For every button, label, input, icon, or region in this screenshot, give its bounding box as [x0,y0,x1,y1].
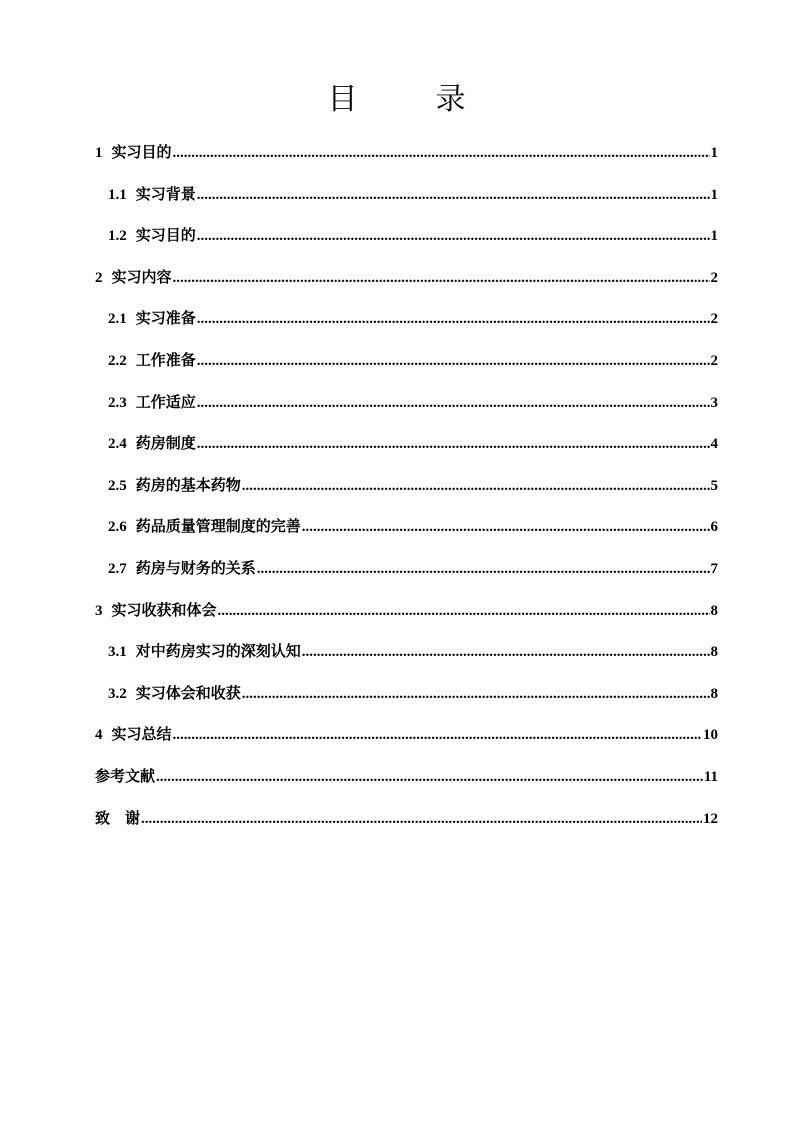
toc-entry-page-number: 8 [710,602,718,619]
toc-entry-number: 3 [95,602,103,619]
toc-entry-number: 2.6 [108,519,127,536]
toc-entry-page-number: 1 [710,228,718,245]
toc-leader-dots [242,681,710,707]
toc-leader-dots [302,514,710,540]
toc-entry-title [108,305,196,332]
toc-entry-number: 2.5 [108,477,127,494]
toc-entry-label: 参考文献 [95,766,156,785]
toc-entry-page-number: 8 [710,644,718,661]
toc-entry-page-number: 12 [703,810,718,827]
toc-entry-page-number: 7 [710,560,718,577]
toc-entry-number: 2.3 [108,394,127,411]
toc-entry[interactable] [95,347,718,389]
toc-entry[interactable] [95,680,718,722]
toc-entry[interactable] [95,389,718,431]
table-of-contents [95,139,718,846]
toc-leader-dots [173,722,702,748]
toc-entry-page-number: 1 [710,186,718,203]
toc-entry[interactable] [95,638,718,680]
toc-entry-number: 1 [95,145,103,161]
toc-entry-title [108,472,241,499]
toc-entry-page-number: 4 [710,436,718,453]
toc-leader-dots [156,764,703,790]
toc-entry-page-number: 2 [710,311,718,328]
toc-entry-title [95,805,140,831]
toc-entry-title [108,680,241,707]
toc-entry-title [95,264,172,291]
toc-entry-page-number: 6 [710,519,718,536]
toc-entry-label: 药房制度 [135,434,196,453]
toc-entry-label: 实习内容 [111,267,172,286]
toc-entry-label: 工作适应 [135,392,196,411]
toc-leader-dots [197,182,710,208]
toc-entry[interactable] [95,181,718,223]
toc-leader-dots [197,348,710,374]
toc-entry-title [108,389,196,416]
toc-entry-number: 1.2 [108,228,127,245]
toc-leader-dots [257,556,710,582]
toc-entry-label: 实习收获和体会 [111,600,217,619]
toc-entry-label: 实习准备 [135,309,196,328]
toc-entry-title [108,430,196,457]
toc-entry-title [108,347,196,374]
toc-entry[interactable] [95,305,718,347]
toc-entry[interactable] [95,264,718,306]
toc-entry-number: 1.1 [108,186,127,203]
toc-entry-number: 2 [95,269,103,286]
page-title: 目 录 [327,82,490,117]
toc-leader-dots [173,140,710,166]
toc-entry-page-number: 5 [710,477,718,494]
toc-entry[interactable] [95,555,718,597]
toc-leader-dots [141,806,702,832]
toc-entry-title [95,139,172,166]
toc-entry-title [108,555,256,582]
toc-entry-title [108,638,301,665]
toc-entry-number: 3.1 [108,644,127,661]
toc-entry-label: 实习体会和收获 [135,683,241,702]
toc-leader-dots [197,223,710,249]
toc-leader-dots [302,639,710,665]
toc-entry-label: 工作准备 [135,350,196,369]
toc-entry-page-number: 8 [710,685,718,702]
toc-entry-label: 实习目的 [111,143,172,161]
toc-entry-page-number: 2 [710,352,718,369]
toc-entry-label: 实习总结 [111,725,172,744]
toc-leader-dots [173,265,710,291]
toc-entry[interactable] [95,721,718,763]
toc-entry[interactable] [95,472,718,514]
toc-entry-label: 药房与财务的关系 [135,558,256,577]
toc-entry-label: 药房的基本药物 [135,475,241,494]
toc-entry-title [95,763,155,789]
toc-entry-number: 2.7 [108,560,127,577]
toc-leader-dots [218,598,710,624]
toc-entry-title [108,222,196,249]
toc-entry[interactable] [95,763,718,805]
toc-entry-number: 4 [95,727,103,744]
toc-entry-number: 2.2 [108,352,127,369]
toc-entry-page-number: 3 [710,394,718,411]
toc-entry-page-number: 11 [703,768,718,785]
toc-entry-label: 药品质量管理制度的完善 [135,517,301,536]
toc-entry-page-number: 1 [710,145,718,161]
toc-leader-dots [197,390,710,416]
toc-entry[interactable] [95,805,718,847]
toc-entry-title [108,513,301,540]
toc-entry[interactable] [95,430,718,472]
toc-entry-number: 3.2 [108,685,127,702]
toc-entry-page-number: 10 [703,727,718,744]
toc-entry-label: 实习背景 [135,184,196,203]
toc-leader-dots [197,306,710,332]
toc-entry-label: 致 谢 [95,808,141,827]
toc-entry-label: 实习目的 [135,226,196,245]
toc-entry[interactable] [95,139,718,181]
toc-entry-title [108,181,196,208]
toc-entry-title [95,597,217,624]
toc-entry-page-number: 2 [710,269,718,286]
toc-entry[interactable] [95,597,718,639]
toc-entry-label: 对中药房实习的深刻认知 [135,642,301,661]
toc-entry[interactable] [95,222,718,264]
toc-leader-dots [197,431,710,457]
toc-entry-number: 2.4 [108,436,127,453]
toc-entry-number: 2.1 [108,311,127,328]
toc-leader-dots [242,473,710,499]
toc-entry[interactable] [95,513,718,555]
toc-entry-title [95,721,172,748]
